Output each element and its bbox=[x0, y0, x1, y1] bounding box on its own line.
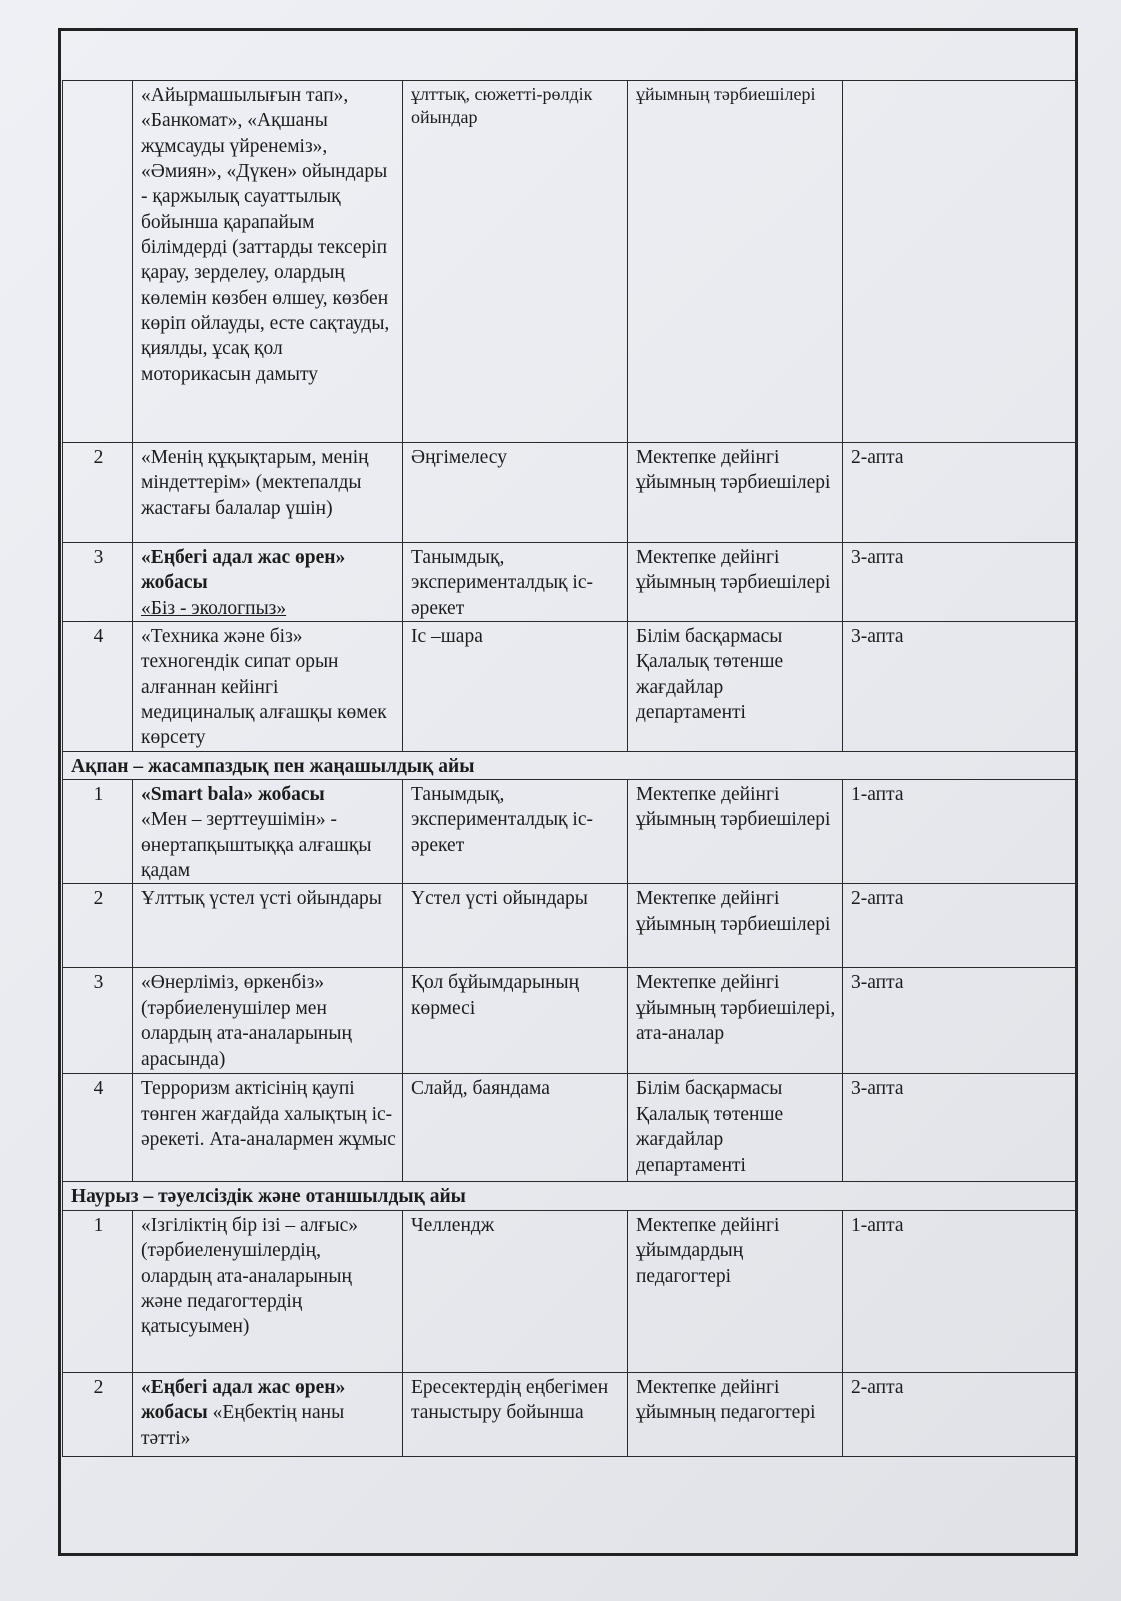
table-row bbox=[63, 443, 1077, 543]
row-number: 1 bbox=[63, 1210, 133, 1372]
form-cell: Ересектердің еңбегімен таныстыру бойынша bbox=[403, 1372, 628, 1456]
table-row bbox=[63, 543, 1077, 622]
event-cell bbox=[133, 443, 403, 543]
deadline-cell: 2-апта bbox=[843, 884, 1077, 968]
table-row bbox=[63, 884, 1077, 968]
event-cell bbox=[133, 543, 403, 622]
form-cell: Челлендж bbox=[403, 1210, 628, 1372]
row-number: 1 bbox=[63, 780, 133, 884]
form-cell: Үстел үсті ойындары bbox=[403, 884, 628, 968]
deadline-cell bbox=[843, 81, 1077, 443]
deadline-cell: 3-апта bbox=[843, 622, 1077, 752]
event-title: «Smart bala» жобасы bbox=[141, 784, 325, 806]
row-number: 2 bbox=[63, 443, 133, 543]
event-cell: Терроризм актісінің қаупі төнген жағдайда халықтың іс-әрекеті. Ата-аналармен жұмыс bbox=[133, 1074, 403, 1182]
form-cell: Танымдық, эксперименталдық іс-әрекет bbox=[403, 543, 628, 622]
event-cell: «Ізгіліктің бір ізі – алғыс» (тәрбиеленушілердің, олардың ата-аналарының және педагогтердің қатысуымен) bbox=[133, 1210, 403, 1372]
section-header bbox=[63, 751, 1077, 779]
deadline-cell: 2-апта bbox=[843, 1372, 1077, 1456]
form-cell: Танымдық, эксперименталдық іс-әрекет bbox=[403, 780, 628, 884]
event-detail: «Біз - экологпыз» bbox=[141, 597, 287, 619]
table-row bbox=[63, 81, 1077, 443]
responsible-cell: Білім басқармасы Қалалық төтенше жағдайлар департаменті bbox=[628, 622, 843, 752]
responsible-cell: Мектепке дейінгі ұйымның тәрбиешілері bbox=[628, 443, 843, 543]
deadline-cell: 3-апта bbox=[843, 1074, 1077, 1182]
form-cell: Әңгімелесу bbox=[403, 443, 628, 543]
row-number: 4 bbox=[63, 622, 133, 752]
form-cell: Іс –шара bbox=[403, 622, 628, 752]
event-cell: «Айырмашылығын тап», «Банкомат», «Ақшаны жұмсауды үйренеміз», «Әмиян», «Дүкен» ойындары - қаржылық сауаттылық бойынша қарапайым білімдерді (заттарды тексеріп қарау, зерделеу, олардың көлемін көзбен өлшеу, көзбен көріп ойлауды, есте сақтауды, қиялды, ұсақ қол моторикасын дамыту bbox=[133, 81, 403, 443]
event-cell: «Өнерліміз, өркенбіз» (тәрбиеленушілер мен олардың ата-аналарының арасында) bbox=[133, 968, 403, 1074]
event-cell bbox=[133, 780, 403, 884]
table-row bbox=[63, 968, 1077, 1074]
event-detail: «Мен – зерттеушімін» - өнертапқыштыққа алғашқы қадам bbox=[141, 809, 372, 882]
form-cell: ұлттық, сюжетті-рөлдік ойындар bbox=[403, 81, 628, 443]
deadline-cell: 3-апта bbox=[843, 968, 1077, 1074]
table-row bbox=[63, 1210, 1077, 1372]
event-cell bbox=[133, 1372, 403, 1456]
table-row bbox=[63, 1074, 1077, 1182]
event-detail: (мектепалды жастағы балалар үшін) bbox=[141, 472, 362, 519]
table-row bbox=[63, 1372, 1077, 1456]
table-row bbox=[63, 780, 1077, 884]
responsible-cell: Білім басқармасы Қалалық төтенше жағдайлар департаменті bbox=[628, 1074, 843, 1182]
row-number: 2 bbox=[63, 884, 133, 968]
deadline-cell: 1-апта bbox=[843, 1210, 1077, 1372]
row-number: 4 bbox=[63, 1074, 133, 1182]
responsible-cell: Мектепке дейінгі ұйымның тәрбиешілері, ата-аналар bbox=[628, 968, 843, 1074]
event-title: «Еңбегі адал жас өрен» жобасы bbox=[141, 547, 346, 594]
deadline-cell: 1-апта bbox=[843, 780, 1077, 884]
responsible-cell: ұйымның тәрбиешілері bbox=[628, 81, 843, 443]
responsible-cell: Мектепке дейінгі ұйымның тәрбиешілері bbox=[628, 884, 843, 968]
deadline-cell: 2-апта bbox=[843, 443, 1077, 543]
event-cell: Ұлттық үстел үсті ойындары bbox=[133, 884, 403, 968]
event-title: «Еңбегі адал жас өрен» жобасы bbox=[141, 1376, 346, 1424]
event-title: «Менің құқықтарым, менің міндеттерім» bbox=[141, 447, 369, 494]
month-title-march: Наурыз – тәуелсіздік және отаншылдық айы bbox=[63, 1182, 1077, 1210]
responsible-cell: Мектепке дейінгі ұйымдардың педагогтері bbox=[628, 1210, 843, 1372]
row-number bbox=[63, 81, 133, 443]
row-number: 3 bbox=[63, 968, 133, 1074]
row-number: 2 bbox=[63, 1372, 133, 1456]
event-cell: «Техника және біз» техногендік сипат орын алғаннан кейінгі медициналық алғашқы көмек көрсету bbox=[133, 622, 403, 752]
responsible-cell: Мектепке дейінгі ұйымның педагогтері bbox=[628, 1372, 843, 1456]
event-detail: «Еңбектің наны тәтті» bbox=[141, 1402, 345, 1449]
responsible-cell: Мектепке дейінгі ұйымның тәрбиешілері bbox=[628, 543, 843, 622]
month-title-february: Ақпан – жасампаздық пен жаңашылдық айы bbox=[63, 751, 1077, 779]
deadline-cell: 3-апта bbox=[843, 543, 1077, 622]
row-number: 3 bbox=[63, 543, 133, 622]
responsible-cell: Мектепке дейінгі ұйымның тәрбиешілері bbox=[628, 780, 843, 884]
form-cell: Слайд, баяндама bbox=[403, 1074, 628, 1182]
events-plan-table bbox=[62, 80, 1077, 1457]
table-row bbox=[63, 622, 1077, 752]
form-cell: Қол бұйымдарының көрмесі bbox=[403, 968, 628, 1074]
section-header bbox=[63, 1182, 1077, 1210]
